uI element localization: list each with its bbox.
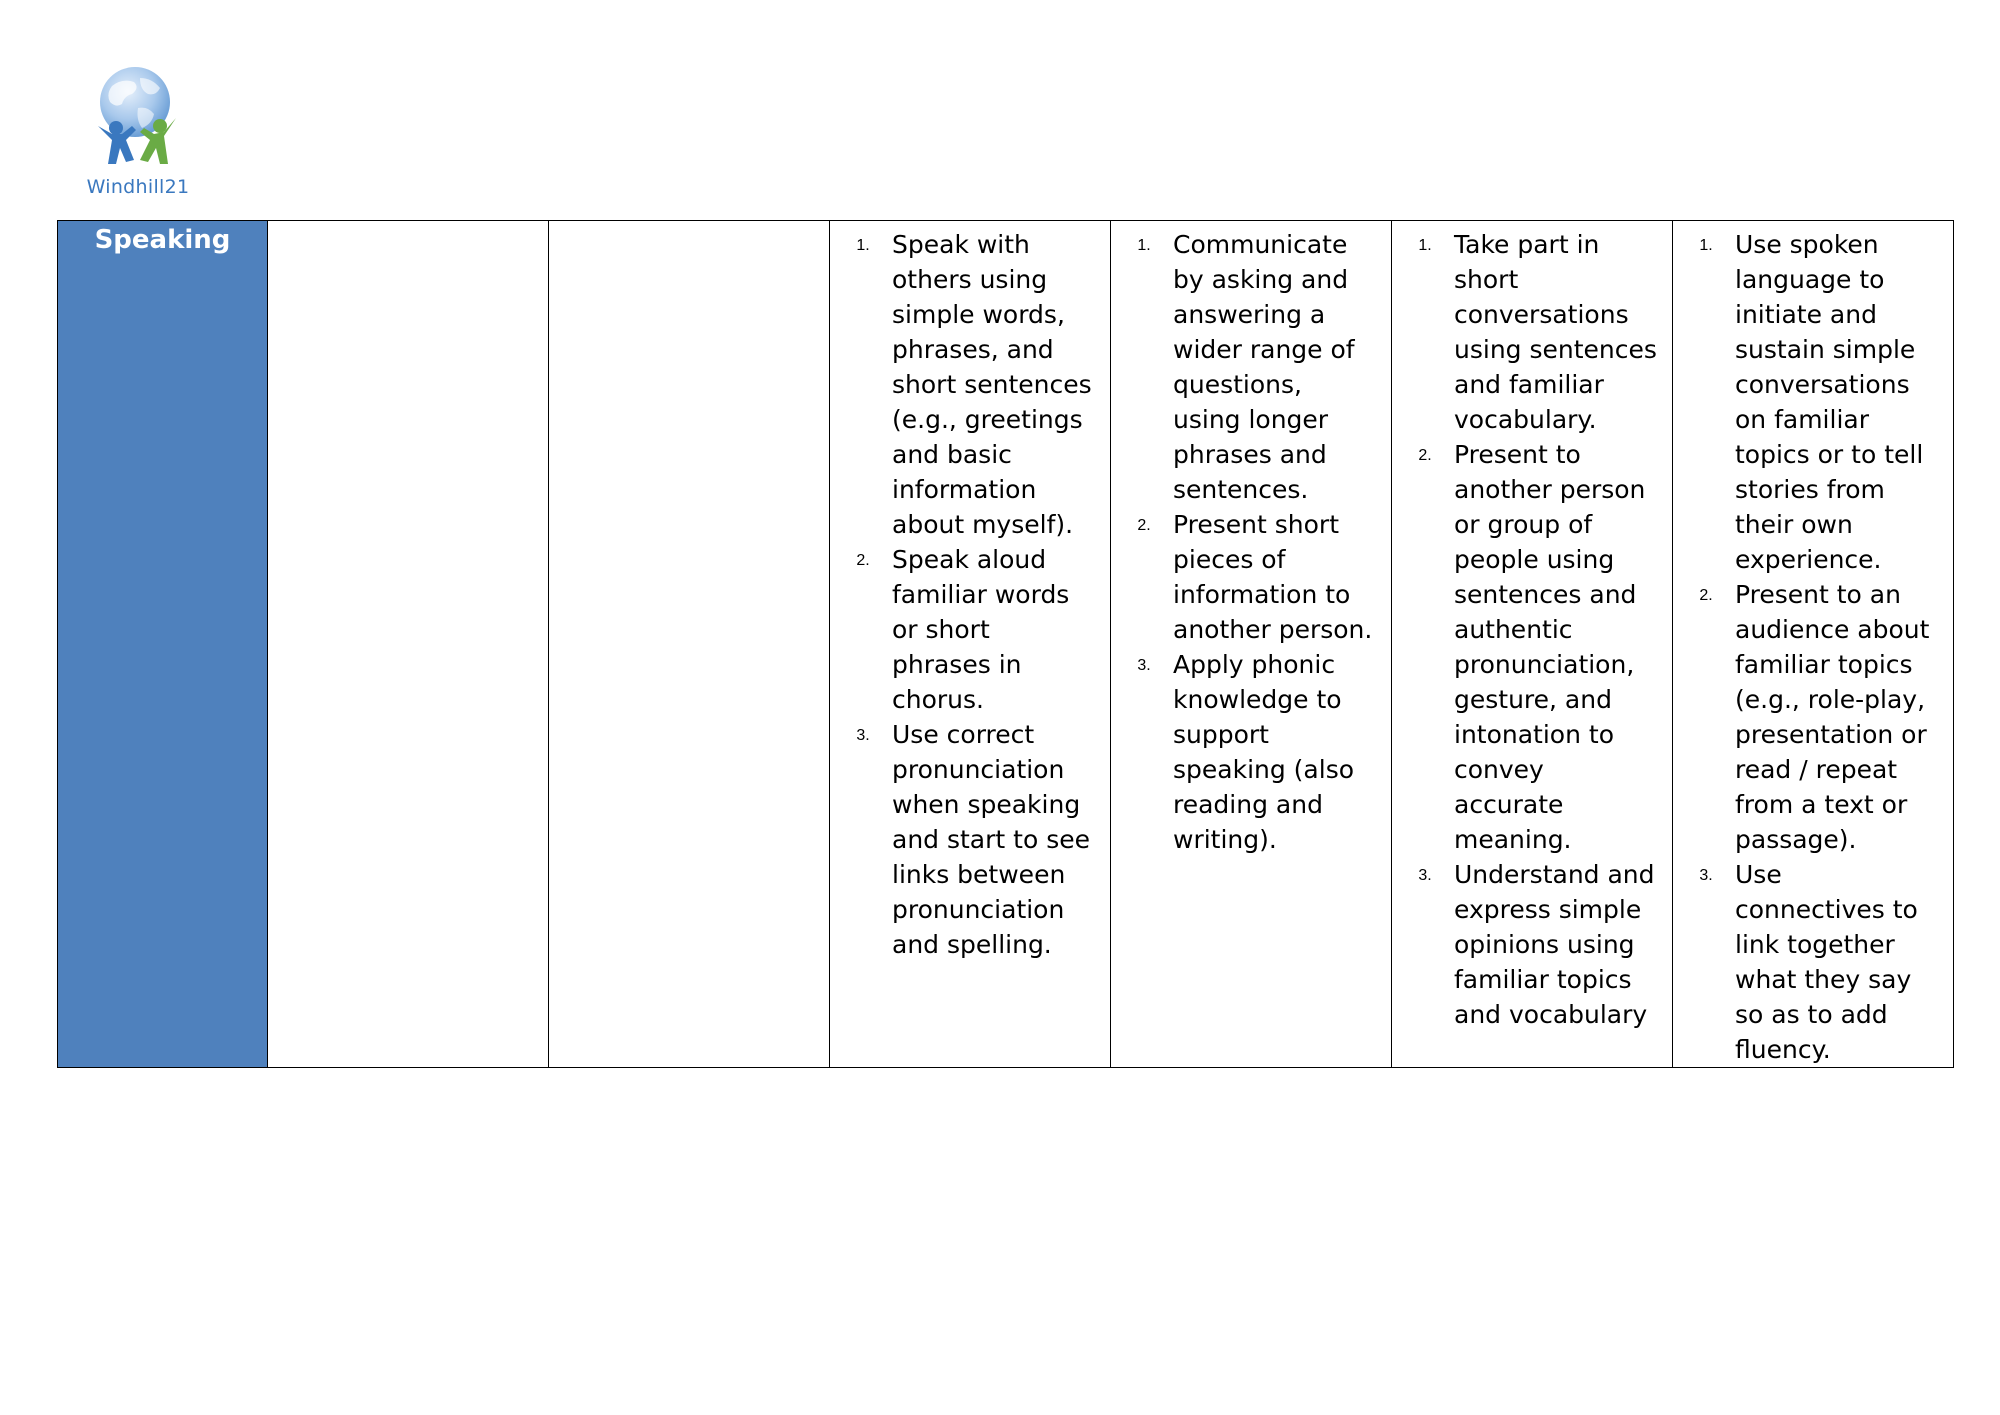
item-text: Use spoken language to initiate and sustain simple conversations on familiar topics or to tell stories from their own experience. <box>1735 230 1924 574</box>
list-item <box>1677 577 1939 857</box>
list-item <box>834 542 1096 717</box>
item-text: Present to another person or group of people using sentences and authentic pronunciation, gesture, and intonation to convey accurate meaning. <box>1454 440 1646 854</box>
list-item <box>1115 647 1377 857</box>
objectives-cell-5 <box>1392 221 1673 1068</box>
objectives-cell-6 <box>1673 221 1954 1068</box>
item-text: Apply phonic knowledge to support speaking (also reading and writing). <box>1173 650 1355 854</box>
item-number: 3. <box>1699 867 1713 884</box>
list-item <box>1115 507 1377 647</box>
item-number: 2. <box>856 552 870 569</box>
objectives-list <box>1111 221 1391 857</box>
item-text: Communicate by asking and answering a wider range of questions, using longer phrases and sentences. <box>1173 230 1355 504</box>
list-item <box>834 717 1096 962</box>
item-number: 3. <box>856 727 870 744</box>
objectives-list <box>1392 221 1672 1032</box>
table-row <box>58 221 1954 1068</box>
item-text: Take part in short conversations using sentences and familiar vocabulary. <box>1454 230 1657 434</box>
objectives-cell-4 <box>1111 221 1392 1068</box>
list-item <box>1677 857 1939 1067</box>
speaking-objectives-table <box>57 220 1954 1068</box>
item-text: Speak aloud familiar words or short phrases in chorus. <box>892 545 1070 714</box>
globe-people-logo-icon <box>78 64 198 174</box>
item-text: Present short pieces of information to another person. <box>1173 510 1373 644</box>
item-text: Use connectives to link together what they say so as to add fluency. <box>1735 860 1918 1064</box>
item-text: Understand and express simple opinions using familiar topics and vocabulary <box>1454 860 1655 1029</box>
item-number: 1. <box>1418 237 1432 254</box>
objectives-cell-3 <box>830 221 1111 1068</box>
item-text: Speak with others using simple words, phrases, and short sentences (e.g., greetings and basic information about myself). <box>892 230 1092 539</box>
empty-cell-2 <box>549 221 830 1068</box>
list-item <box>1115 227 1377 507</box>
list-item <box>1677 227 1939 577</box>
row-heading: Speaking <box>94 225 231 255</box>
item-number: 2. <box>1418 447 1432 464</box>
logo-text: Windhill21 <box>86 176 190 198</box>
item-number: 1. <box>1699 237 1713 254</box>
empty-cell-1 <box>268 221 549 1068</box>
list-item <box>1396 857 1658 1032</box>
objectives-list <box>1673 221 1953 1067</box>
item-number: 2. <box>1137 517 1151 534</box>
list-item <box>1396 437 1658 857</box>
objectives-list <box>830 221 1110 962</box>
list-item <box>834 227 1096 542</box>
item-number: 2. <box>1699 587 1713 604</box>
item-number: 3. <box>1137 657 1151 674</box>
windhill21-logo <box>78 64 198 204</box>
item-number: 1. <box>856 237 870 254</box>
row-heading-cell <box>58 221 268 1068</box>
item-text: Present to an audience about familiar topics (e.g., role-play, presentation or read / repeat from a text or passage). <box>1735 580 1930 854</box>
item-number: 1. <box>1137 237 1151 254</box>
list-item <box>1396 227 1658 437</box>
item-text: Use correct pronunciation when speaking and start to see links between pronunciation and spelling. <box>892 720 1090 959</box>
item-number: 3. <box>1418 867 1432 884</box>
